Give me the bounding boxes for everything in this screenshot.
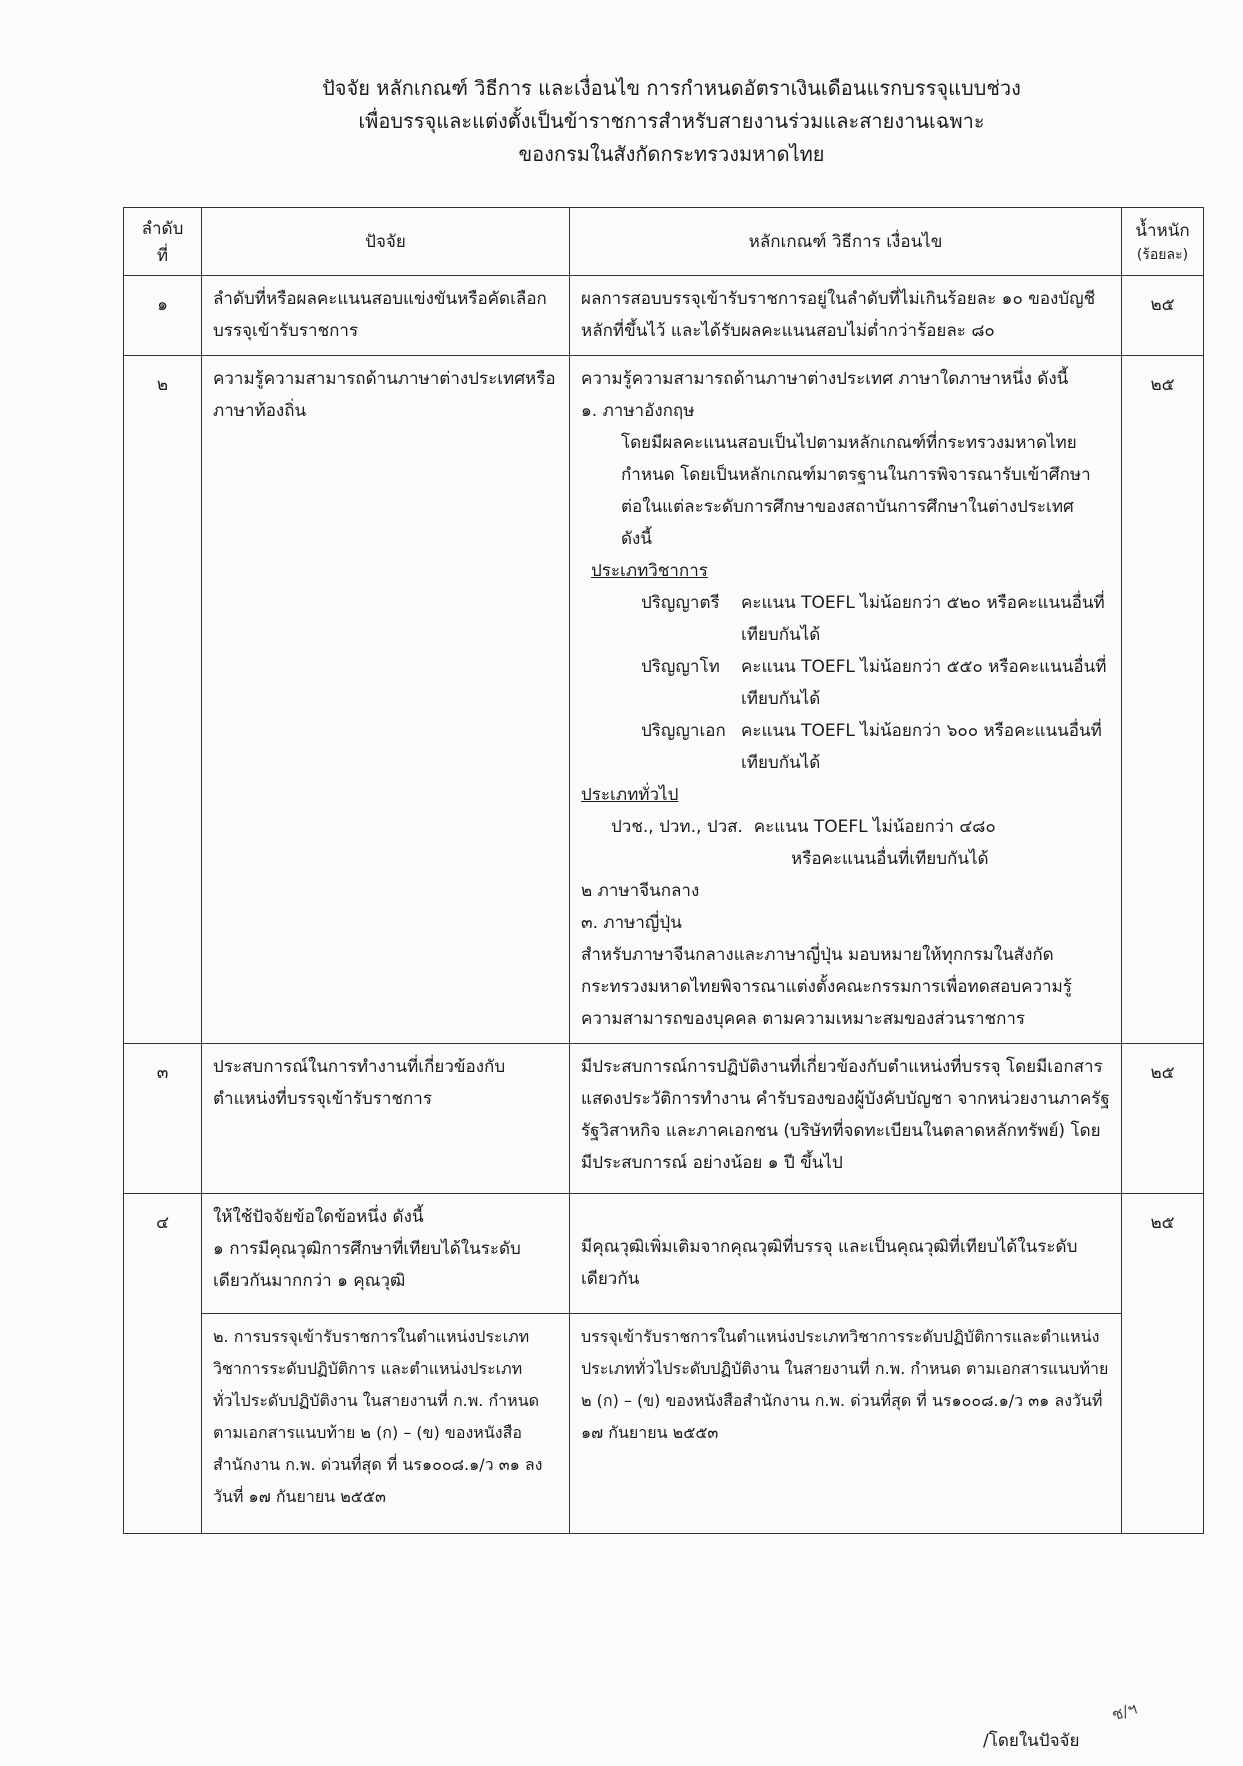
- row-1-weight: ๒๕: [1122, 276, 1204, 356]
- row-4-criteria-sub1: มีคุณวุฒิเพิ่มเติมจากคุณวุฒิที่บรรจุ และเป็นคุณวุฒิที่เทียบได้ในระดับเดียวกัน: [570, 1194, 1122, 1314]
- row-4-criteria-sub2: บรรจุเข้ารับราชการในตำแหน่งประเภทวิชาการระดับปฏิบัติการและตำแหน่งประเภททั่วไประดับปฏิบัติงาน ในสายงานที่ ก.พ. กำหนด ตามเอกสารแนบท้าย ๒ (ก) – (ข) ของหนังสือสำนักงาน ก.พ. ด่วนที่สุด ที่ นร๑๐๐๘.๑/ว ๓๑ ลงวันที่ ๑๗ กันยายน ๒๕๕๓: [570, 1314, 1122, 1534]
- row-4-factor-sub2: ๒. การบรรจุเข้ารับราชการในตำแหน่งประเภทวิชาการระดับปฏิบัติการ และตำแหน่งประเภททั่วไประดับปฏิบัติงาน ในสายงานที่ ก.พ. กำหนด ตามเอกสารแนบท้าย ๒ (ก) – (ข) ของหนังสือสำนักงาน ก.พ. ด่วนที่สุด ที่ นร๑๐๐๘.๑/ว ๓๑ ลงวันที่ ๑๗ กันยายน ๒๕๕๓: [202, 1314, 570, 1534]
- row-3-no: ๓: [124, 1044, 202, 1194]
- general-label: ประเภททั่วไป: [581, 785, 679, 805]
- lang-english: ๑. ภาษาอังกฤษ: [581, 401, 695, 421]
- header-criteria: หลักเกณฑ์ วิธีการ เงื่อนไข: [570, 208, 1122, 276]
- row-1-factor: ลำดับที่หรือผลคะแนนสอบแข่งขันหรือคัดเลือกบรรจุเข้ารับราชการ: [202, 276, 570, 356]
- row-2-weight: ๒๕: [1122, 356, 1204, 1044]
- row-4-factor-sub1: [202, 1194, 570, 1314]
- title-line-3: ของกรมในสังกัดกระทรวงมหาดไทย: [518, 142, 825, 166]
- row-1-criteria: ผลการสอบบรรจุเข้ารับราชการอยู่ในลำดับที่ไม่เกินร้อยละ ๑๐ ของบัญชีหลักที่ขึ้นไว้ และได้รับผลคะแนนสอบไม่ต่ำกว่าร้อยละ ๘๐: [570, 276, 1122, 356]
- title-line-2: เพื่อบรรจุและแต่งตั้งเป็นข้าราชการสำหรับสายงานร่วมและสายงานเฉพาะ: [358, 109, 985, 133]
- row-3-factor: ประสบการณ์ในการทำงานที่เกี่ยวข้องกับตำแหน่งที่บรรจุเข้ารับราชการ: [202, 1044, 570, 1194]
- row-4-weight: ๒๕: [1122, 1194, 1204, 1534]
- degree-bachelor: ปริญญาตรี คะแนน TOEFL ไม่น้อยกว่า ๕๒๐ หรือคะแนนอื่นที่เทียบกันได้: [641, 593, 1105, 645]
- row-3-criteria: มีประสบการณ์การปฏิบัติงานที่เกี่ยวข้องกับตำแหน่งที่บรรจุ โดยมีเอกสารแสดงประวัติการทำงาน คำรับรองของผู้บังคับบัญชา จากหน่วยงานภาครัฐ รัฐวิสาหกิจ และภาคเอกชน (บริษัทที่จดทะเบียนในตลาดหลักทรัพย์) โดยมีประสบการณ์ อย่างน้อย ๑ ปี ขึ้นไป: [570, 1044, 1122, 1194]
- lang-japanese: ๓. ภาษาญี่ปุ่น: [581, 913, 682, 933]
- table-row-3: [124, 1044, 1204, 1194]
- general-degrees: ปวช., ปวท., ปวส. คะแนน TOEFL ไม่น้อยกว่า ๔๘๐: [611, 817, 996, 837]
- header-weight: น้ำหนัก (ร้อยละ): [1122, 208, 1204, 276]
- row-2-criteria: [570, 356, 1122, 1044]
- table-row-4a: [124, 1194, 1204, 1314]
- continuation-note: /โดยในปัจจัย: [983, 1731, 1080, 1751]
- document-title: [50, 72, 1243, 171]
- row-1-no: ๑: [124, 276, 202, 356]
- lang-intro: ความรู้ความสามารถด้านภาษาต่างประเทศ ภาษาใดภาษาหนึ่ง ดังนี้: [581, 369, 1069, 389]
- table-header-row: [124, 208, 1204, 276]
- row-2-factor: ความรู้ความสามารถด้านภาษาต่างประเทศหรือภาษาท้องถิ่น: [202, 356, 570, 1044]
- header-factor: ปัจจัย: [202, 208, 570, 276]
- lang-english-desc: โดยมีผลคะแนนสอบเป็นไปตามหลักเกณฑ์ที่กระทรวงมหาดไทยกำหนด โดยเป็นหลักเกณฑ์มาตรฐานในการพิจารณารับเข้าศึกษาต่อในแต่ละระดับการศึกษาของสถาบันการศึกษาในต่างประเทศ ดังนี้: [621, 433, 1091, 549]
- row-4-no: ๔: [124, 1194, 202, 1534]
- degree-doctor: ปริญญาเอก คะแนน TOEFL ไม่น้อยกว่า ๖๐๐ หรือคะแนนอื่นที่เทียบกันได้: [641, 721, 1102, 773]
- row-4-sub1-factor: ๑ การมีคุณวุฒิการศึกษาที่เทียบได้ในระดับเดียวกันมากกว่า ๑ คุณวุฒิ: [213, 1239, 521, 1291]
- header-no: ลำดับ ที่: [124, 208, 202, 276]
- signature: ช/ฯ: [1109, 1698, 1140, 1725]
- academic-label: ประเภทวิชาการ: [591, 561, 708, 581]
- general-value-2: หรือคะแนนอื่นที่เทียบกันได้: [791, 849, 989, 869]
- table-row-4b: [124, 1314, 1204, 1534]
- lang-note: สำหรับภาษาจีนกลางและภาษาญี่ปุ่น มอบหมายให้ทุกกรมในสังกัดกระทรวงมหาดไทยพิจารณาแต่งตั้งคณะกรรมการเพื่อทดสอบความรู้ความสามารถของบุคคล ตามความเหมาะสมของส่วนราชการ: [581, 945, 1072, 1029]
- title-line-1: ปัจจัย หลักเกณฑ์ วิธีการ และเงื่อนไข การกำหนดอัตราเงินเดือนแรกบรรจุแบบช่วง: [322, 76, 1021, 100]
- lang-chinese: ๒ ภาษาจีนกลาง: [581, 881, 700, 901]
- row-3-weight: ๒๕: [1122, 1044, 1204, 1194]
- table-row-2: [124, 356, 1204, 1044]
- row-4-factor-intro: ให้ใช้ปัจจัยข้อใดข้อหนึ่ง ดังนี้: [213, 1207, 424, 1227]
- degree-master: ปริญญาโท คะแนน TOEFL ไม่น้อยกว่า ๕๕๐ หรือคะแนนอื่นที่เทียบกันได้: [641, 657, 1107, 709]
- criteria-table: [123, 207, 1204, 1534]
- row-2-no: ๒: [124, 356, 202, 1044]
- table-row-1: [124, 276, 1204, 356]
